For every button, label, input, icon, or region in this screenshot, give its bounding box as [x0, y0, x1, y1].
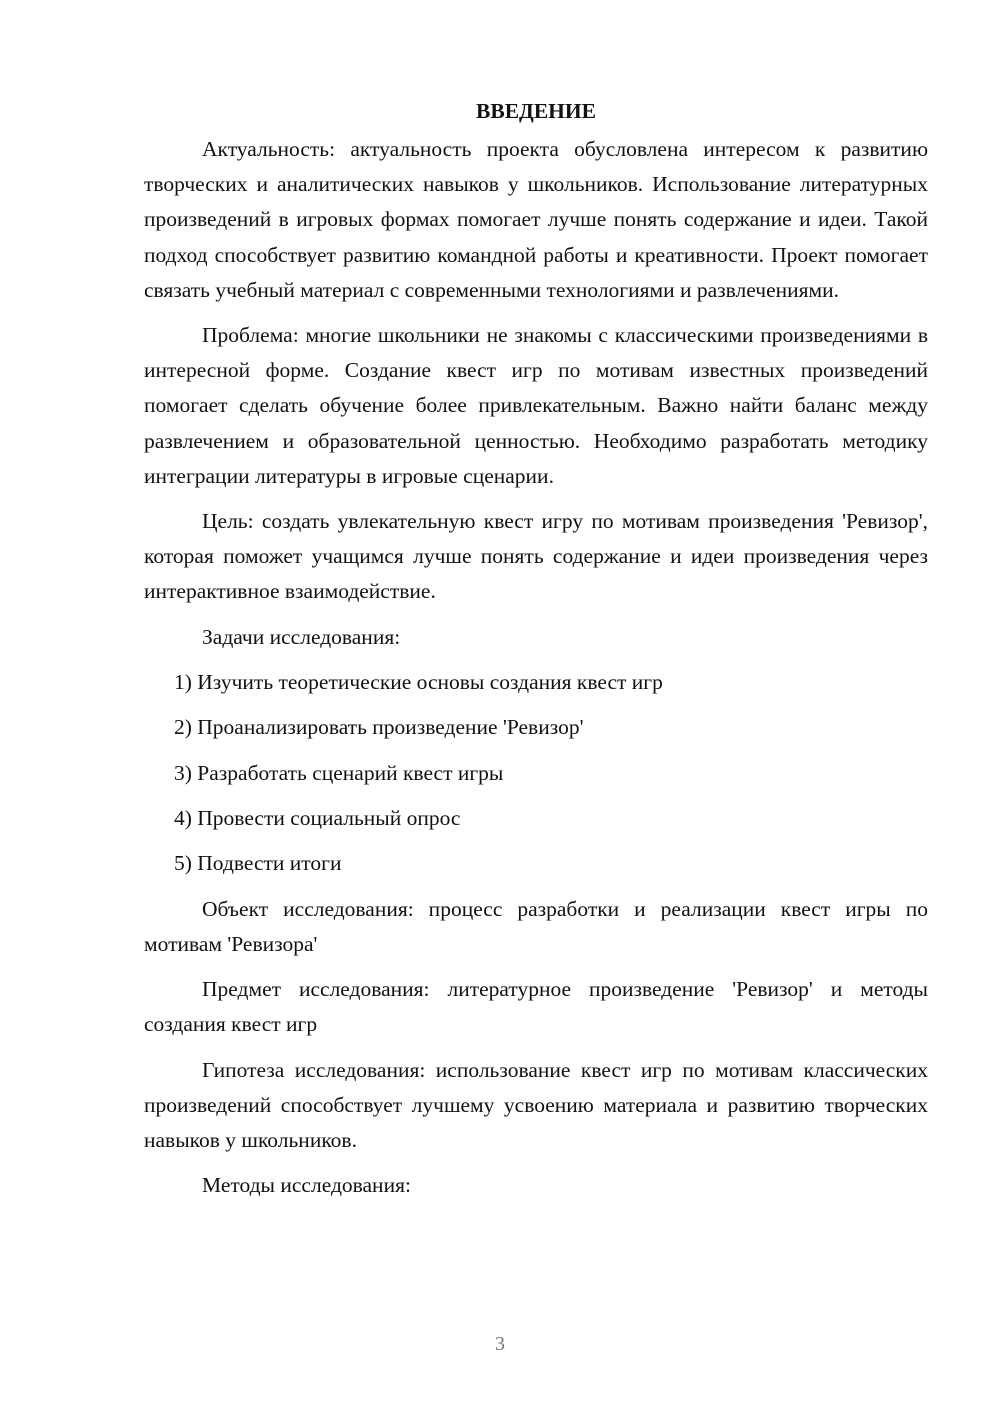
task-item: 2) Проанализировать произведение 'Ревизор' — [174, 715, 584, 740]
relevance-paragraph: Актуальность: актуальность проекта обусловлена интересом к развитию творческих и аналитических навыков у школьников. Использование литературных произведений в игровых формах помогает лучше понять содержание и идеи. Такой подход способствует развитию командной работы и креативности. Проект помогает связать учебный материал с современными технологиями и развлечениями. — [144, 137, 928, 302]
problem-paragraph: Проблема: многие школьники не знакомы с классическими произведениями в интересной форме. Создание квест игр по мотивам известных произведений помогает сделать обучение более привлекательным. Важно найти баланс между развлечением и образовательной ценностью. Необходимо разработать методику интеграции литературы в игровые сценарии. — [144, 323, 928, 488]
task-item: 3) Разработать сценарий квест игры — [174, 760, 504, 785]
document-page — [144, 95, 928, 1203]
task-item: 4) Провести социальный опрос — [174, 806, 461, 831]
task-item: 1) Изучить теоретические основы создания квест игр — [174, 669, 663, 694]
subject-paragraph: Предмет исследования: литературное произведение 'Ревизор' и методы создания квест игр — [144, 977, 928, 1037]
methods-heading: Методы исследования: — [202, 1173, 411, 1198]
tasks-heading: Задачи исследования: — [202, 624, 401, 649]
page-number: 3 — [495, 1333, 505, 1355]
hypothesis-paragraph: Гипотеза исследования: использование квест игр по мотивам классических произведений способствует лучшему усвоению материала и развитию творческих навыков у школьников. — [144, 1057, 928, 1153]
goal-paragraph: Цель: создать увлекательную квест игру по мотивам произведения 'Ревизор', которая поможет учащимся лучше понять содержание и идеи произведения через интерактивное взаимодействие. — [144, 509, 928, 604]
object-paragraph: Объект исследования: процесс разработки и реализации квест игры по мотивам 'Ревизора' — [144, 896, 928, 956]
tasks-list — [144, 665, 928, 882]
page-title: ВВЕДЕНИЕ — [476, 99, 596, 123]
task-item: 5) Подвести итоги — [174, 851, 342, 876]
